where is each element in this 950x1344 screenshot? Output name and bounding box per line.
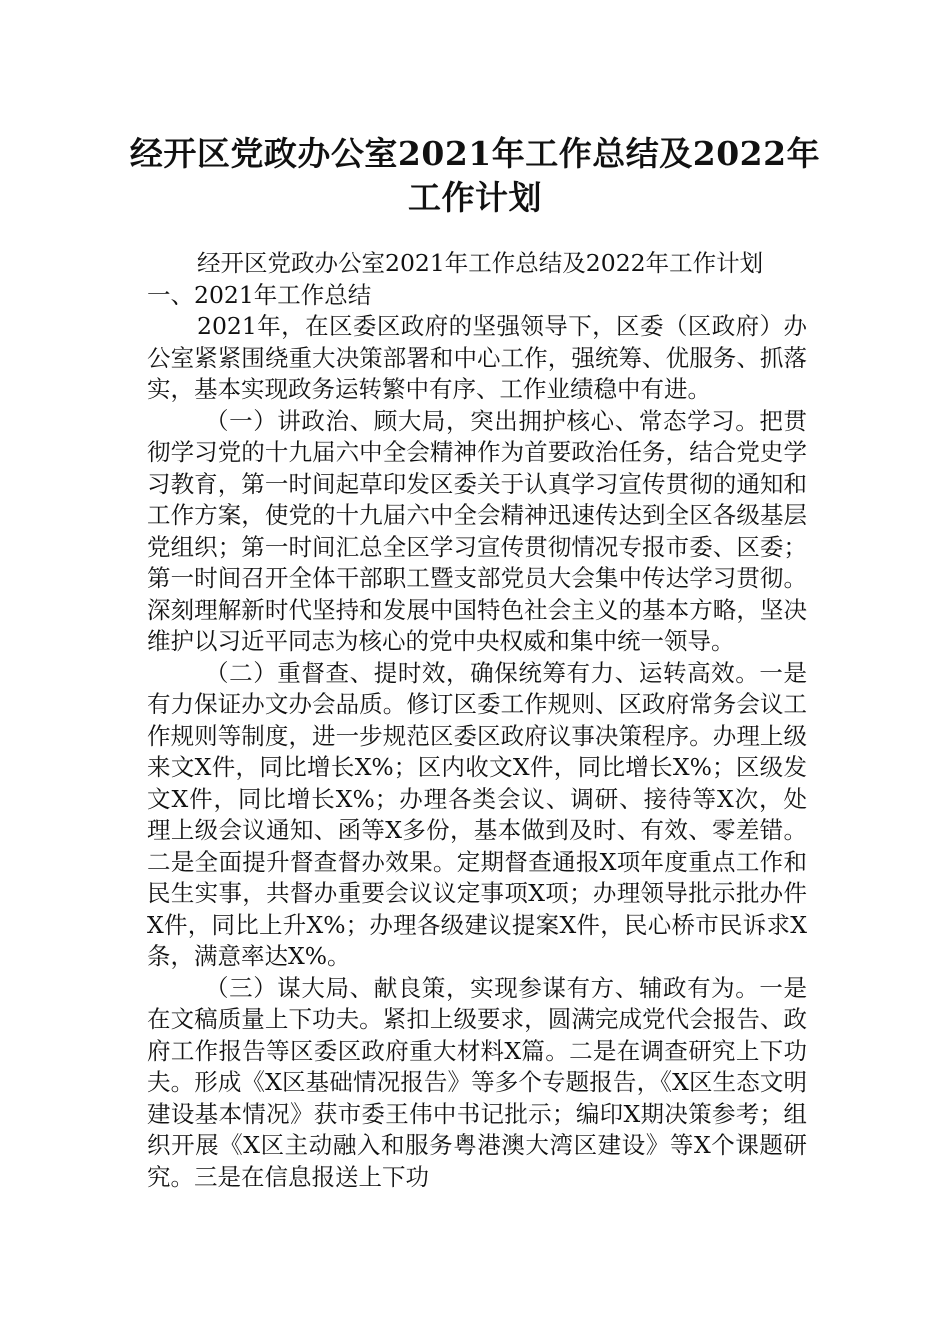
document-title: 经开区党政办公室2021年工作总结及2022年工作计划 — [129, 134, 821, 217]
paragraph-section-3: （三）谋大局、献良策，实现参谋有方、辅政有为。一是在文稿质量上下功夫。紧扣上级要求，圆满完成党代会报告、政府工作报告等区委区政府重大材料X篇。二是在调查研究上下功夫。形成《X区基础情况报告》等多个专题报告，《X区生态文明建设基本情况》获市委王伟中书记批示；编印X期决策参考；组织开展《X区主动融入和服务粤港澳大湾区建设》等X个课题研究。三是在信息报送上下功 — [147, 973, 807, 1191]
paragraph-intro: 2021年，在区委区政府的坚强领导下，区委（区政府）办公室紧紧围绕重大决策部署和中心工作，强统筹、优服务、抓落实，基本实现政务运转繁中有序、工作业绩稳中有进。 — [147, 312, 807, 403]
section-heading: 一、2021年工作总结 — [147, 280, 372, 309]
paragraph-section-2: （二）重督查、提时效，确保统筹有力、运转高效。一是有力保证办文办会品质。修订区委工作规则、区政府常务会议工作规则等制度，进一步规范区委区政府议事决策程序。办理上级来文X件，同比增长X%；区内收文X件，同比增长X%；区级发文X件，同比增长X%；办理各类会议、调研、接待等X次，处理上级会议通知、函等X多份，基本做到及时、有效、零差错。二是全面提升督查督办效果。定期督查通报X项年度重点工作和民生实事，共督办重要会议议定事项X项；办理领导批示批办件X件，同比上升X%；办理各级建议提案X件，民心桥市民诉求X条，满意率达X%。 — [147, 658, 807, 970]
document-body — [147, 248, 807, 1193]
paragraph-section-1: （一）讲政治、顾大局，突出拥护核心、常态学习。把贯彻学习党的十九届六中全会精神作为首要政治任务，结合党史学习教育，第一时间起草印发区委关于认真学习宣传贯彻的通知和工作方案，使党的十九届六中全会精神迅速传达到全区各级基层党组织；第一时间汇总全区学习宣传贯彻情况专报市委、区委；第一时间召开全体干部职工暨支部党员大会集中传达学习贯彻。深刻理解新时代坚持和发展中国特色社会主义的基本方略，坚决维护以习近平同志为核心的党中央权威和集中统一领导。 — [147, 406, 807, 655]
paragraph-subtitle: 经开区党政办公室2021年工作总结及2022年工作计划 — [197, 249, 764, 277]
